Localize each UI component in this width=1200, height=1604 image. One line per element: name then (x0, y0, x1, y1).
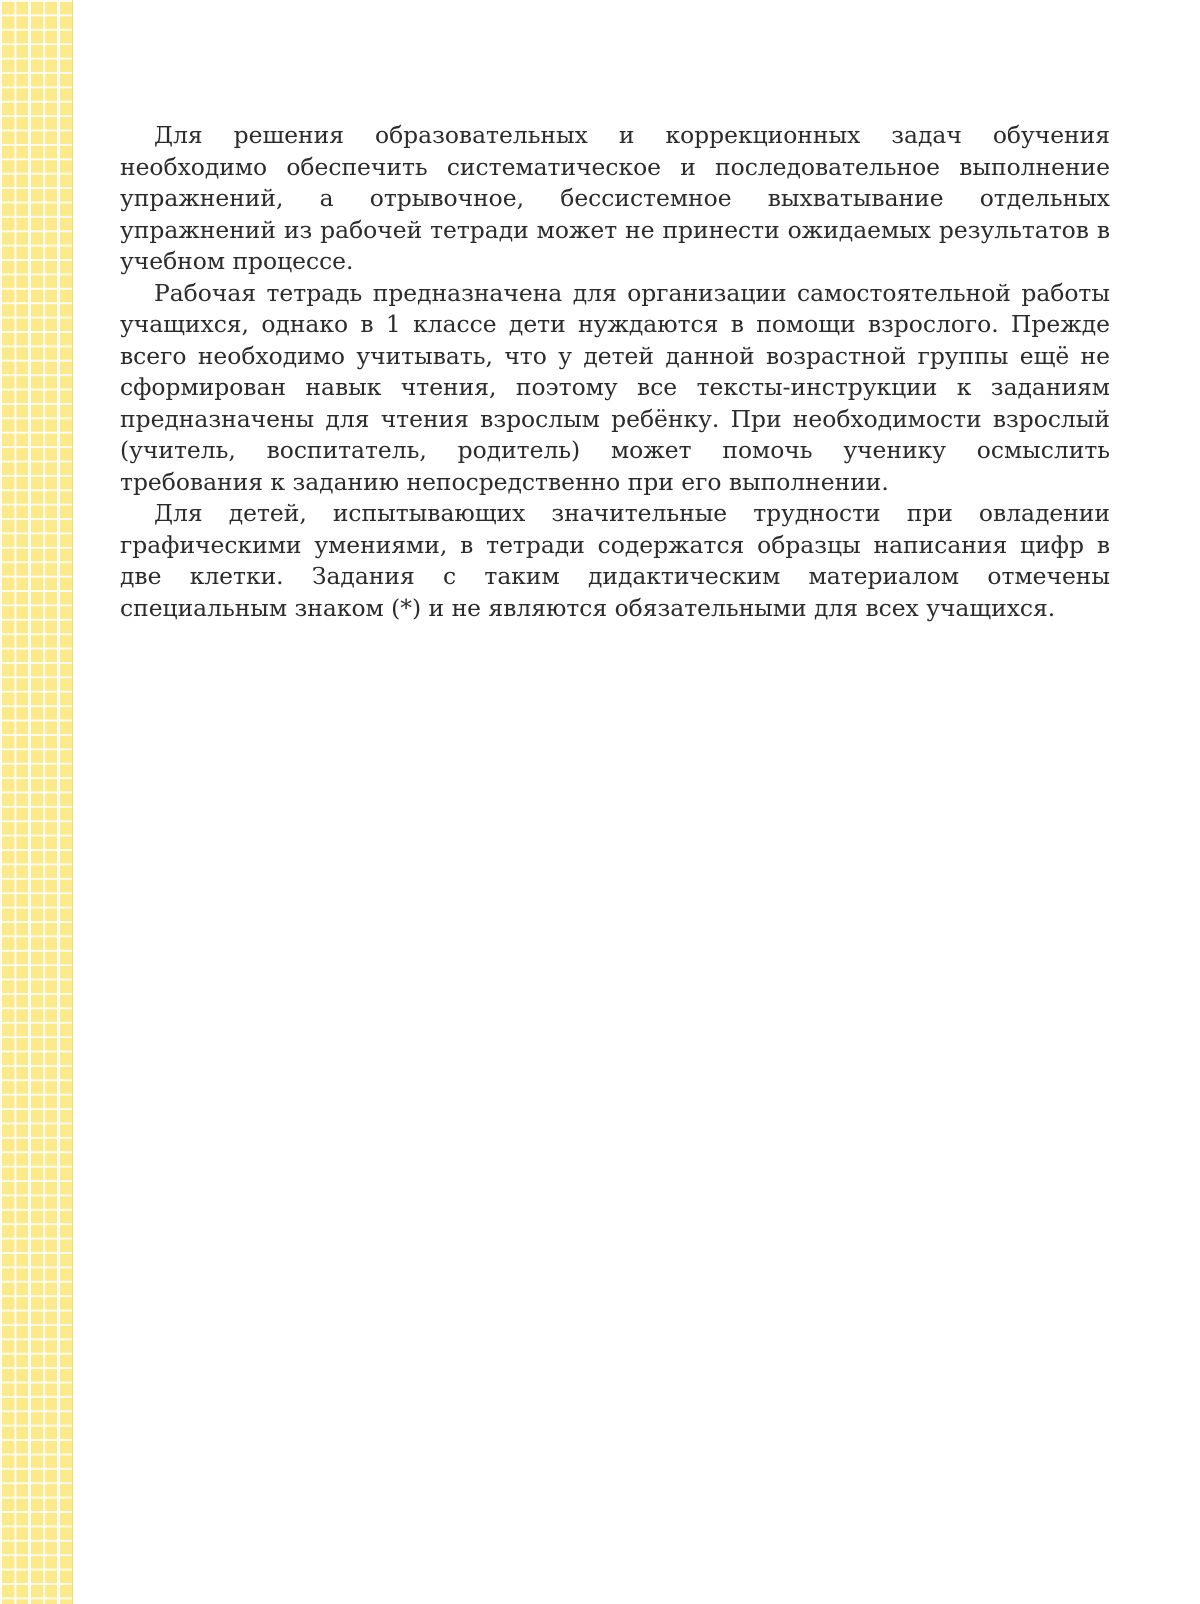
body-text (120, 120, 1110, 624)
paragraph-1: Для решения образовательных и коррекционных задач обучения необходимо обеспечить систематическое и последовательное выполнение упражнений, а отрывочное, бессистемное выхватывание отдельных упражнений из рабочей тетради может не принести ожидаемых результатов в учебном процессе. (120, 121, 1110, 275)
paragraph-2: Рабочая тетрадь предназначена для организации самостоятельной работы учащихся, однако в 1 классе дети нуждаются в помощи взрослого. Прежде всего необходимо учитывать, что у детей данной возрастной группы ещё не сформирован навык чтения, поэтому все тексты-инструкции к заданиям предназначены для чтения взрослым ребёнку. При необходимости взрослый (учитель, воспитатель, родитель) может помочь ученику осмыслить требования к заданию непосредственно при его выполнении. (120, 278, 1110, 496)
paragraph-3: Для детей, испытывающих значительные трудности при овладении графическими умениями, в тетради содержатся образцы написания цифр в две клетки. Задания с таким дидактическим материалом отмечены специальным знаком (*) и не являются обязательными для всех учащихся. (120, 499, 1110, 622)
grid-margin-strip (0, 0, 73, 1604)
